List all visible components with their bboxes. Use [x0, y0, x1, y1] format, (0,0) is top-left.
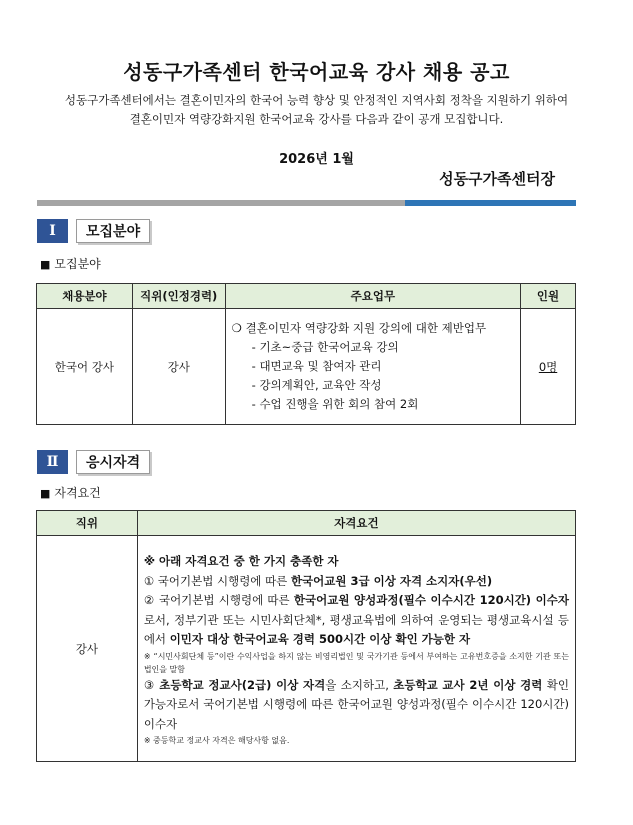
headcount-value: 0명 [538, 359, 558, 374]
section-2-number: Ⅱ [37, 450, 68, 474]
cell-count [521, 309, 576, 425]
section-2-subheading: ■ 자격요건 [40, 486, 101, 500]
cell-position: 강사 [132, 309, 225, 425]
qualification-1: ① 국어기본법 시행령에 따른 한국어교원 3급 이상 자격 소지자(우선) [143, 573, 493, 588]
duty-item: - 대면교육 및 참여자 관리 [251, 359, 382, 373]
recruitment-table [36, 283, 576, 425]
section-2-title: 응시자격 [76, 450, 150, 474]
square-bullet-icon: ■ [40, 258, 51, 271]
table-row [37, 309, 576, 425]
issuer-name: 성동구가족센터장 [439, 170, 555, 188]
section-1-title: 모집분야 [76, 219, 150, 243]
section-1-number: Ⅰ [37, 219, 68, 243]
intro-line-1: 성동구가족센터에서는 결혼이민자의 한국어 능력 향상 및 안정적인 지역사회 정착을 지원하기 위하여 [64, 93, 569, 107]
header-field: 채용분야 [37, 284, 133, 309]
section-1-heading [37, 219, 150, 243]
square-bullet-icon: ■ [40, 487, 51, 500]
footnote-civil-society: ※ “시민사회단체 등”이란 수익사업을 하지 않는 비영리법인 및 국가기관 등에서 부여하는 고유번호증을 소지한 기관 또는 법인을 말함 [143, 651, 569, 674]
header-position: 직위(인정경력) [132, 284, 225, 309]
duty-item: - 강의계획안, 교육안 작성 [251, 378, 382, 392]
footnote-secondary-teacher: ※ 중등학교 정교사 자격은 해당사항 없음. [143, 736, 290, 745]
qualification-intro: ※ 아래 자격요건 중 한 가지 충족한 자 [143, 554, 339, 568]
table-header-row [37, 284, 576, 309]
page-title: 성동구가족센터 한국어교육 강사 채용 공고 [123, 60, 510, 84]
table-row [37, 536, 576, 762]
intro-line-2: 결혼이민자 역량강화지원 한국어교육 강사를 다음과 같이 공개 모집합니다. [129, 112, 504, 126]
header-duties: 주요업무 [225, 284, 520, 309]
qualification-3: ③ 초등학교 정교사(2급) 이상 자격을 소지하고, 초등학교 교사 2년 이상 경력 확인 가능자로서 국어기본법 시행령에 따른 한국어교원 양성과정(필수 이수시간 120시간) 이수자 [143, 677, 570, 731]
section-1-subheading: ■ 모집분야 [40, 257, 101, 271]
divider-blue [405, 200, 576, 206]
announcement-date: 2026년 1월 [279, 152, 354, 167]
qualification-2: ② 국어기본법 시행령에 따른 한국어교원 양성과정(필수 이수시간 120시간) 이수자로서, 정부기관 또는 시민사회단체*, 평생교육법에 의하여 운영되는 평생교육시설 등에서 이민자 대상 한국어교육 경력 500시간 이상 확인 가능한 자 [143, 593, 569, 646]
duty-item: - 기초~중급 한국어교육 강의 [251, 340, 399, 354]
header-position: 직위 [37, 511, 138, 536]
duty-item: - 수업 진행을 위한 회의 참여 2회 [251, 397, 419, 411]
header-count: 인원 [521, 284, 576, 309]
cell-qualifications [137, 536, 575, 762]
intro-text [0, 91, 633, 129]
qualifications-table [36, 510, 576, 762]
table-header-row [37, 511, 576, 536]
divider-gray [37, 200, 405, 206]
cell-duties [225, 309, 520, 425]
cell-field: 한국어 강사 [37, 309, 133, 425]
header-qualifications: 자격요건 [137, 511, 575, 536]
section-2-heading [37, 450, 150, 474]
duty-main: ❍ 결혼이민자 역량강화 지원 강의에 대한 제반업무 [231, 321, 487, 335]
cell-position: 강사 [37, 536, 138, 762]
